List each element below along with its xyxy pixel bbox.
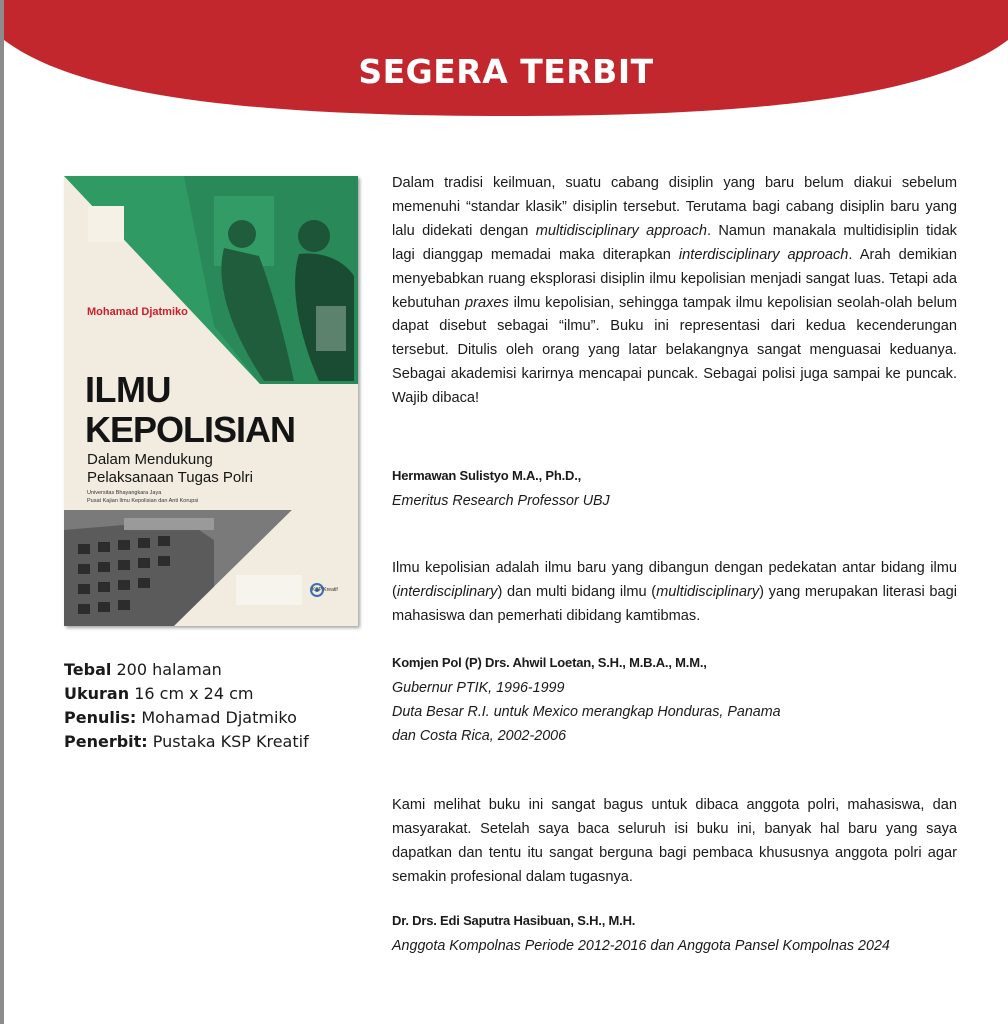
endorser-role: Emeritus Research Professor UBJ [392,493,610,509]
endorser-name: Dr. Drs. Edi Saputra Hasibuan, S.H., M.H. [392,913,636,928]
endorsement-text: Kami melihat buku ini sangat bagus untuk dibaca anggota polri, mahasiswa, dan masyarakat. Setelah saya baca seluruh isi buku ini, banyak hal baru yang saya dapatkan dan tentu itu sangat berguna bagi pembaca khususnya anggota polri agar semakin profesional dalam tugasnya. [392,797,957,885]
cover-title: KEPOLISIAN [85,409,296,450]
cover-subtitle: Pelaksanaan Tugas Polri [87,469,253,486]
spec-row [64,682,309,706]
endorsement-text: Ilmu kepolisian adalah ilmu baru yang dibangun dengan pedekatan antar bidang ilmu (interdisciplinary) dan multi bidang ilmu (multidisciplinary) yang merupakan literasi bagi mahasiswa dan pemerhati dibidang kamtibmas. [392,560,957,624]
endorser-role: Duta Besar R.I. untuk Mexico merangkap Honduras, Panama [392,704,781,720]
spec-value: 16 cm x 24 cm [134,684,254,703]
endorser-role: Anggota Kompolnas Periode 2012-2016 dan Anggota Pansel Kompolnas 2024 [392,938,890,954]
spec-label: Penulis: [64,708,137,727]
cover-institution: Universitas Bhayangkara Jaya [87,490,162,496]
endorsement-text: Dalam tradisi keilmuan, suatu cabang disiplin yang baru belum diakui sebelum memenuhi “standar klasik” disiplin tersebut. Terutama bagi cabang disiplin baru yang lalu didekati dengan multidisciplinary approach. Namun manakala multidisiplin tidak lagi dianggap memadai maka diterapkan interdisciplinary approach. Arah demikian menyebabkan ruang eksplorasi disiplin ilmu kepolisian menjadi sangat luas. Tetapi ada kebutuhan praxes ilmu kepolisian, sehingga tampak ilmu kepolisian seolah-olah belum dapat disebut sebagai “ilmu”. Buku ini representasi dari kedua kecenderungan tersebut. Ditulis oleh orang yang latar belakangnya sangat menguasai keduanya. Sebagai akademisi karirnya mencapai puncak. Sebagai polisi juga sampai ke puncak. Wajib dibaca! [392,175,958,407]
cover-author: Mohamad Djatmiko [87,306,188,318]
banner-title: SEGERA TERBIT [358,52,654,91]
cover-square [88,206,124,242]
endorser-name: Komjen Pol (P) Drs. Ahwil Loetan, S.H., M.B.A., M.M., [392,655,707,670]
spec-label: Ukuran [64,684,130,703]
book-cover [64,176,358,626]
spec-row [64,658,309,682]
cover-building-photo [64,510,358,626]
cover-title: ILMU [85,369,171,410]
left-page-border [0,0,4,1024]
spec-value: Mohamad Djatmiko [141,708,297,727]
spec-value: Pustaka KSP Kreatif [152,732,309,751]
spec-value: 200 halaman [116,660,222,679]
endorser-name: Hermawan Sulistyo M.A., Ph.D., [392,468,582,483]
banner [4,0,1008,118]
endorser-role: Gubernur PTIK, 1996-1999 [392,680,565,696]
endorser-role: dan Costa Rica, 2002-2006 [392,728,567,744]
cover-institution: Pusat Kajian Ilmu Kepolisian dan Anti Korupsi [87,498,199,504]
publisher-logo-text: KSP Kreatif [312,587,338,593]
spec-label: Tebal [64,660,112,679]
spec-row [64,730,309,754]
cover-subtitle: Dalam Mendukung [87,451,213,468]
book-specs [64,658,309,754]
spec-label: Penerbit: [64,732,148,751]
cover-white-box [236,575,302,605]
spec-row [64,706,309,730]
